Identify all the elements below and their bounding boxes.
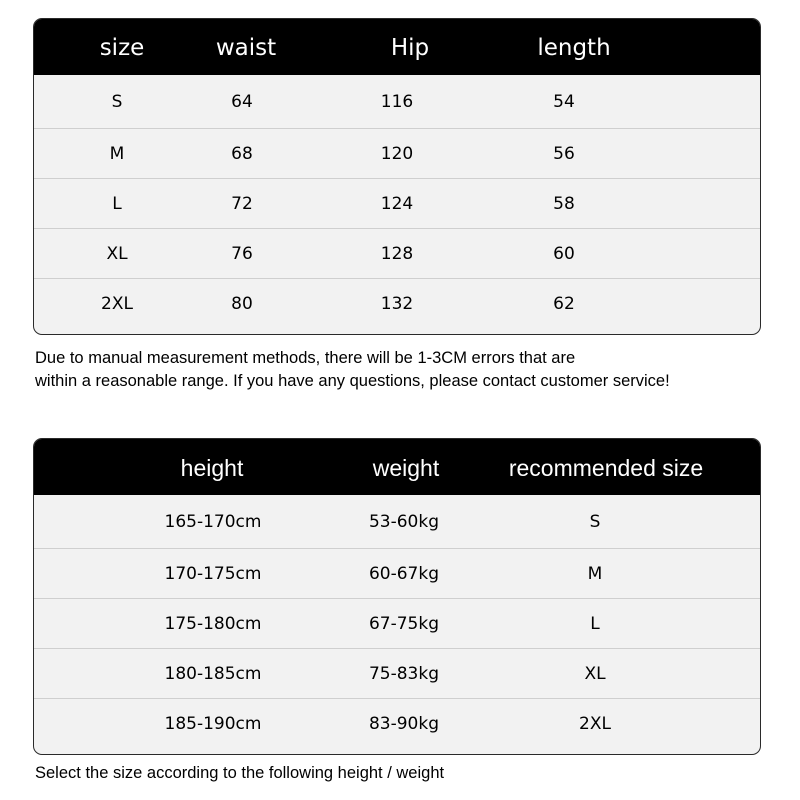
size-chart-body: [34, 75, 760, 328]
cell-hip: 128: [380, 243, 414, 264]
header-weight: weight: [372, 455, 440, 481]
header-length: length: [537, 35, 611, 61]
cell-recommended-size: L: [590, 613, 600, 634]
cell-size: M: [109, 143, 125, 164]
cell-weight: 83-90kg: [368, 713, 440, 734]
table-row: [34, 228, 760, 278]
cell-height: 165-170cm: [164, 511, 262, 532]
size-chart-table: [33, 18, 761, 335]
header-height: height: [180, 455, 244, 481]
cell-recommended-size: M: [587, 563, 603, 584]
cell-weight: 53-60kg: [368, 511, 440, 532]
cell-recommended-size: S: [589, 511, 601, 532]
recommended-size-body: [34, 495, 760, 748]
table-row: [34, 128, 760, 178]
cell-length: 60: [553, 243, 575, 264]
cell-waist: 80: [231, 293, 253, 314]
cell-waist: 76: [231, 243, 253, 264]
header-recommended-size: recommended size: [508, 455, 704, 481]
table-row: [34, 75, 760, 128]
measurement-note-line-1: Due to manual measurement methods, there will be 1-3CM errors that are: [35, 349, 576, 367]
table-row: [34, 598, 760, 648]
table-row: [34, 698, 760, 748]
header-waist: waist: [215, 35, 277, 61]
recommended-size-table: [33, 438, 761, 755]
cell-recommended-size: XL: [584, 663, 606, 684]
cell-waist: 68: [231, 143, 253, 164]
size-chart-header: [34, 19, 760, 75]
cell-size: XL: [106, 243, 128, 264]
cell-length: 54: [553, 91, 575, 112]
cell-size: 2XL: [101, 293, 133, 314]
cell-length: 62: [553, 293, 575, 314]
cell-hip: 120: [380, 143, 414, 164]
cell-length: 58: [553, 193, 575, 214]
cell-length: 56: [553, 143, 575, 164]
header-hip: Hip: [390, 35, 430, 61]
measurement-note-line-2: within a reasonable range. If you have any questions, please contact customer service!: [35, 372, 670, 390]
cell-hip: 132: [380, 293, 414, 314]
measurement-note: [35, 347, 670, 393]
cell-height: 175-180cm: [164, 613, 262, 634]
table-row: [34, 495, 760, 548]
cell-weight: 67-75kg: [368, 613, 440, 634]
cell-height: 170-175cm: [164, 563, 262, 584]
cell-size: S: [111, 91, 123, 112]
recommended-size-header: [34, 439, 760, 495]
cell-recommended-size: 2XL: [579, 713, 611, 734]
table-row: [34, 548, 760, 598]
cell-size: L: [112, 193, 122, 214]
table-row: [34, 178, 760, 228]
cell-height: 180-185cm: [164, 663, 262, 684]
cell-weight: 60-67kg: [368, 563, 440, 584]
table-row: [34, 648, 760, 698]
selection-note: Select the size according to the following height / weight: [35, 764, 445, 782]
cell-waist: 72: [231, 193, 253, 214]
cell-weight: 75-83kg: [368, 663, 440, 684]
table-row: [34, 278, 760, 328]
cell-hip: 124: [380, 193, 414, 214]
header-size: size: [99, 35, 145, 61]
cell-hip: 116: [380, 91, 414, 112]
cell-height: 185-190cm: [164, 713, 262, 734]
cell-waist: 64: [231, 91, 253, 112]
